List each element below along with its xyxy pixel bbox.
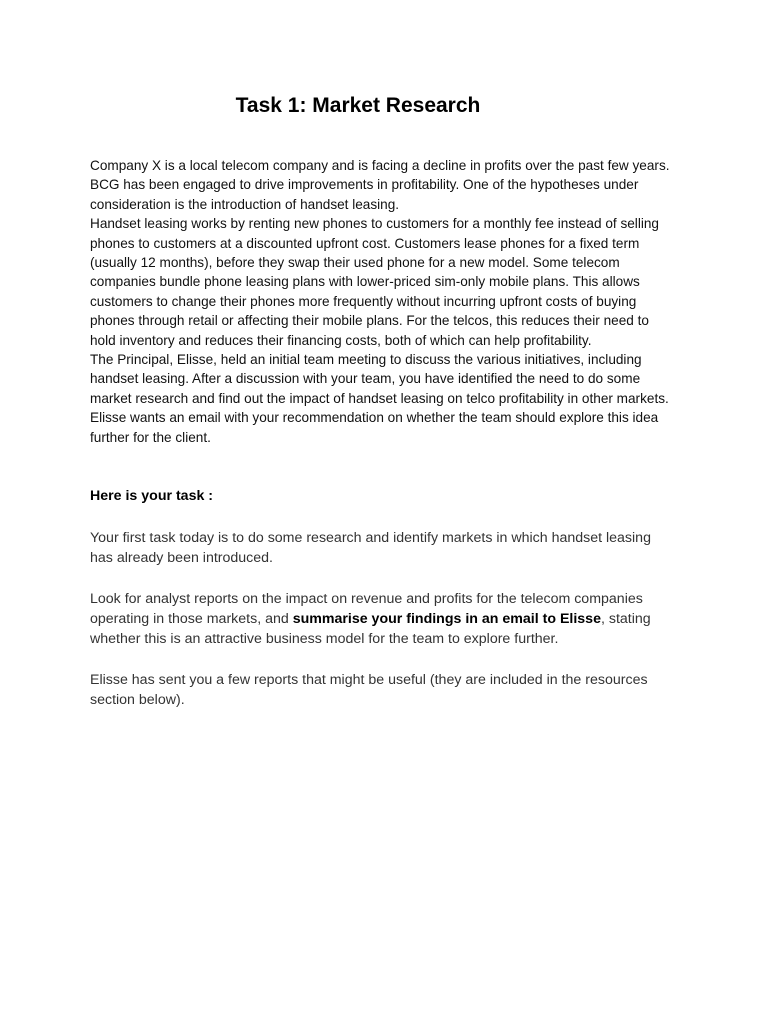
- intro-paragraph: Handset leasing works by renting new phones to customers for a monthly fee instead of selling phones to customers at a discounted upfront cost. Customers lease phones for a fixed term (usually 12 months), before they swap their used phone for a new model. Some telecom companies bundle phone leasing plans with lower-priced sim-only mobile plans. This allows customers to change their phones more frequently without incurring upfront costs of buying phones through retail or affecting their mobile plans. For the telcos, this reduces their need to hold inventory and reduces their financing costs, both of which can help profitability.: [90, 216, 659, 348]
- task-text: , stating whether this is an attractive business model for the team to explore further.: [90, 611, 651, 648]
- task-paragraph: Your first task today is to do some research and identify markets in which handset leasing has already been introduced.: [90, 530, 651, 567]
- intro-paragraph: Elisse wants an email with your recommendation on whether the team should explore this idea further for the client.: [90, 410, 659, 445]
- intro-section: [90, 156, 675, 447]
- task-emphasis: summarise your findings in an email to Elisse: [292, 611, 601, 628]
- intro-paragraph: The Principal, Elisse, held an initial team meeting to discuss the various initiatives, including handset leasing. After a discussion with your team, you have identified the need to do some market research and find out the impact of handset leasing on telco profitability in other markets.: [90, 352, 669, 406]
- task-text: Look for analyst reports on the impact on revenue and profits for the telecom companies operating in those markets, and: [90, 590, 643, 628]
- task-paragraph: [90, 589, 675, 650]
- task-section: [90, 528, 675, 731]
- task-paragraph: Elisse has sent you a few reports that might be useful (they are included in the resources section below).: [90, 672, 648, 709]
- intro-paragraph: Company X is a local telecom company and is facing a decline in profits over the past few years. BCG has been engaged to drive improvements in profitability. One of the hypotheses under consideration is the introduction of handset leasing.: [90, 158, 670, 212]
- page-title: Task 1: Market Research: [235, 94, 481, 117]
- task-heading: Here is your task :: [90, 488, 214, 504]
